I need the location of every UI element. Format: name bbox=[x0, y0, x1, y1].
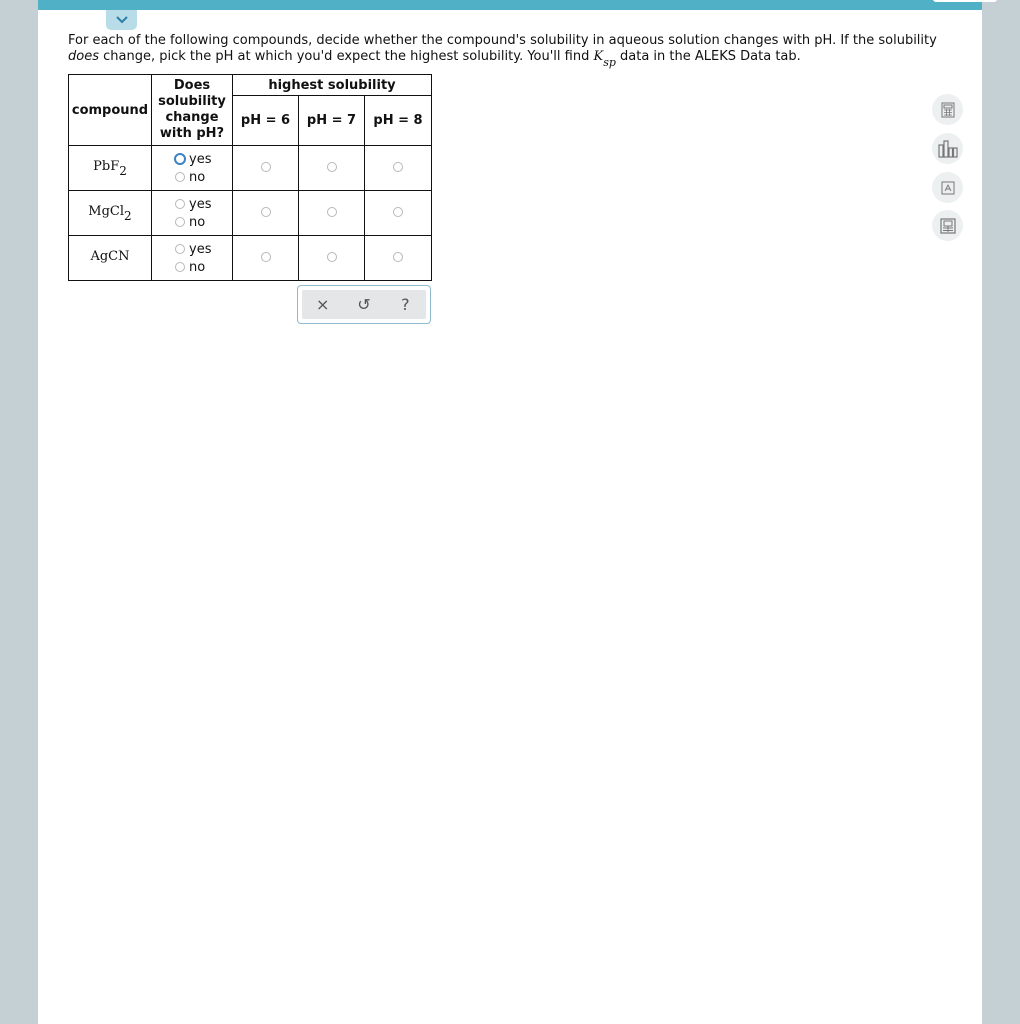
ph-7-radio[interactable] bbox=[327, 162, 337, 172]
ph-8-radio[interactable] bbox=[393, 207, 403, 217]
yes-option[interactable]: yes bbox=[175, 195, 211, 213]
yes-radio[interactable] bbox=[175, 244, 185, 254]
no-option[interactable]: no bbox=[175, 213, 205, 231]
top-bar-button[interactable] bbox=[933, 0, 997, 2]
yes-radio[interactable] bbox=[174, 153, 186, 165]
ph-6-radio[interactable] bbox=[261, 162, 271, 172]
ph-8-radio[interactable] bbox=[393, 162, 403, 172]
answer-toolbox bbox=[297, 285, 431, 324]
help-button[interactable]: ? bbox=[401, 295, 410, 314]
question-prompt: For each of the following compounds, decide whether the compound's solubility in aqueous solution changes with pH. If the solubility does change, pick the pH at which you'd expect the highest solubility. You'll find $K_{sp}$ data in the ALEKS Data tab. bbox=[68, 33, 937, 69]
solubility-change-cell bbox=[152, 146, 233, 191]
solubility-change-cell bbox=[152, 236, 233, 281]
no-radio[interactable] bbox=[175, 217, 185, 227]
header-ph-8: pH = 8 bbox=[365, 96, 432, 146]
table-row bbox=[69, 146, 432, 191]
header-compound: compound bbox=[69, 75, 152, 146]
ph-7-radio[interactable] bbox=[327, 207, 337, 217]
no-option[interactable]: no bbox=[175, 168, 205, 186]
ph-6-radio[interactable] bbox=[261, 207, 271, 217]
yes-option[interactable]: yes bbox=[175, 150, 211, 168]
ph-6-cell bbox=[233, 191, 299, 236]
calculator-button[interactable] bbox=[932, 94, 963, 125]
ph-8-cell bbox=[365, 191, 432, 236]
answer-table bbox=[68, 74, 432, 281]
ph-7-cell bbox=[299, 236, 365, 281]
ph-7-cell bbox=[299, 146, 365, 191]
table-row bbox=[69, 191, 432, 236]
ph-8-cell bbox=[365, 236, 432, 281]
chevron-down-icon bbox=[116, 16, 128, 24]
ph-6-cell bbox=[233, 236, 299, 281]
data-table-button[interactable] bbox=[932, 210, 963, 241]
header-ph-6: pH = 6 bbox=[233, 96, 299, 146]
ph-8-cell bbox=[365, 146, 432, 191]
solubility-change-cell bbox=[152, 191, 233, 236]
undo-button[interactable]: ↺ bbox=[357, 295, 371, 314]
table-row bbox=[69, 236, 432, 281]
calculator-icon bbox=[941, 102, 955, 118]
ksp-symbol: $K_{sp}$ bbox=[593, 49, 616, 69]
ph-7-radio[interactable] bbox=[327, 252, 337, 262]
collapse-toggle[interactable] bbox=[106, 10, 137, 30]
emphasis-text: does bbox=[68, 49, 99, 64]
header-solubility-change: Does solubility change with pH? bbox=[152, 75, 233, 146]
no-option[interactable]: no bbox=[175, 258, 205, 276]
compound-formula: MgCl$_2$ bbox=[69, 191, 152, 236]
ph-7-cell bbox=[299, 191, 365, 236]
yes-option[interactable]: yes bbox=[175, 240, 211, 258]
header-ph-7: pH = 7 bbox=[299, 96, 365, 146]
compound-formula: AgCN bbox=[69, 236, 152, 281]
ph-6-cell bbox=[233, 146, 299, 191]
periodic-chart-button[interactable] bbox=[932, 133, 963, 164]
no-radio[interactable] bbox=[175, 262, 185, 272]
periodic-chart-icon bbox=[938, 140, 958, 158]
clear-button[interactable]: × bbox=[315, 295, 330, 314]
compound-formula: PbF$_2$ bbox=[69, 146, 152, 191]
ph-6-radio[interactable] bbox=[261, 252, 271, 262]
data-table-icon bbox=[940, 218, 956, 234]
yes-radio[interactable] bbox=[175, 199, 185, 209]
reference-button[interactable] bbox=[932, 172, 963, 203]
no-radio[interactable] bbox=[175, 172, 185, 182]
reference-icon bbox=[941, 181, 955, 195]
ph-8-radio[interactable] bbox=[393, 252, 403, 262]
header-highest-solubility: highest solubility bbox=[233, 75, 432, 96]
top-bar bbox=[38, 0, 982, 10]
